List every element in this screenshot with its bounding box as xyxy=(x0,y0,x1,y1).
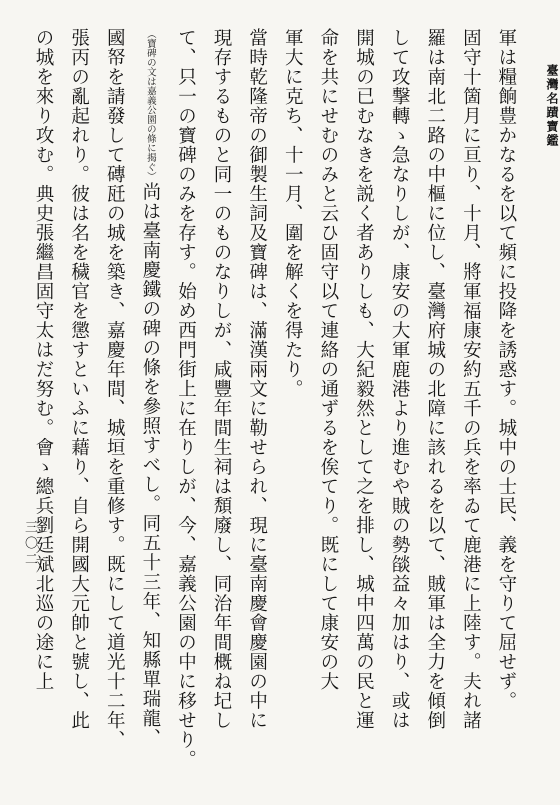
text-column: 開城の已むなきを説く者ありしも、大紀毅然として之を排し、城中四萬の民と運 xyxy=(353,28,375,730)
text-column: 尚は臺南慶鐵の碑の條を參照すべし。同五十三年、知縣單瑞龍、 xyxy=(139,182,161,748)
text-column: 現存するものと同一のものなりしが、咸豐年間生祠は頽廢し、同治年間概ね圮し xyxy=(211,28,233,730)
text-column: 命を共にせむのみと云ひ固守以て連絡の通ずるを俟てり。既にして康安の大 xyxy=(317,28,339,691)
text-column: して攻撃轉ゝ急なりしが、康安の大軍鹿港より進むや賊の勢燄益々加はり、或は xyxy=(389,28,411,730)
body-text xyxy=(30,28,520,783)
page-number: 三〇二 xyxy=(22,520,37,568)
inline-note: （寶碑の文は嘉義公園の條に揭ぐ） xyxy=(144,29,156,181)
text-column: 固守十箇月に亘り、十月、將軍福康安約五千の兵を率ゐて鹿港に上陸す。夫れ諸 xyxy=(460,28,482,730)
text-column: 當時乾隆帝の御製生詞及寶碑は、滿漢兩文に勒せられ、現に臺南慶會慶園の中に xyxy=(246,28,268,730)
text-column-with-note xyxy=(137,28,164,783)
running-title: 臺灣名蹟寶鑑 xyxy=(545,64,559,148)
text-column: 軍は糧餉豊かなるを以て頻に投降を誘惑す。城中の士民、義を守りて屈せず。 xyxy=(495,28,517,711)
text-column: の城を來り攻む。典史張繼昌固守太はだ努む。會ゝ總兵劉廷斌北巡の途に上 xyxy=(33,28,54,691)
text-column: 國帑を請發して磚瓩の城を築き、嘉慶年間、城垣を重修す。既にして道光十二年、 xyxy=(104,28,126,750)
text-column: 羅は南北二路の中樞に位し、臺灣府城の北障に該れるを以て、賊軍は全力を傾倒 xyxy=(424,28,446,730)
text-column: て、只一の寶碑のみを存す。始め西門街上に在りしが、今、嘉義公園の中に移せり。 xyxy=(175,28,197,769)
text-column: 軍大に克ち、十一月、圍を解くを得たり。 xyxy=(282,28,304,399)
text-column: 張丙の亂起れり。彼は名を穢官を懲すといふに藉り、自ら開國大元帥と號し、此 xyxy=(68,28,90,730)
